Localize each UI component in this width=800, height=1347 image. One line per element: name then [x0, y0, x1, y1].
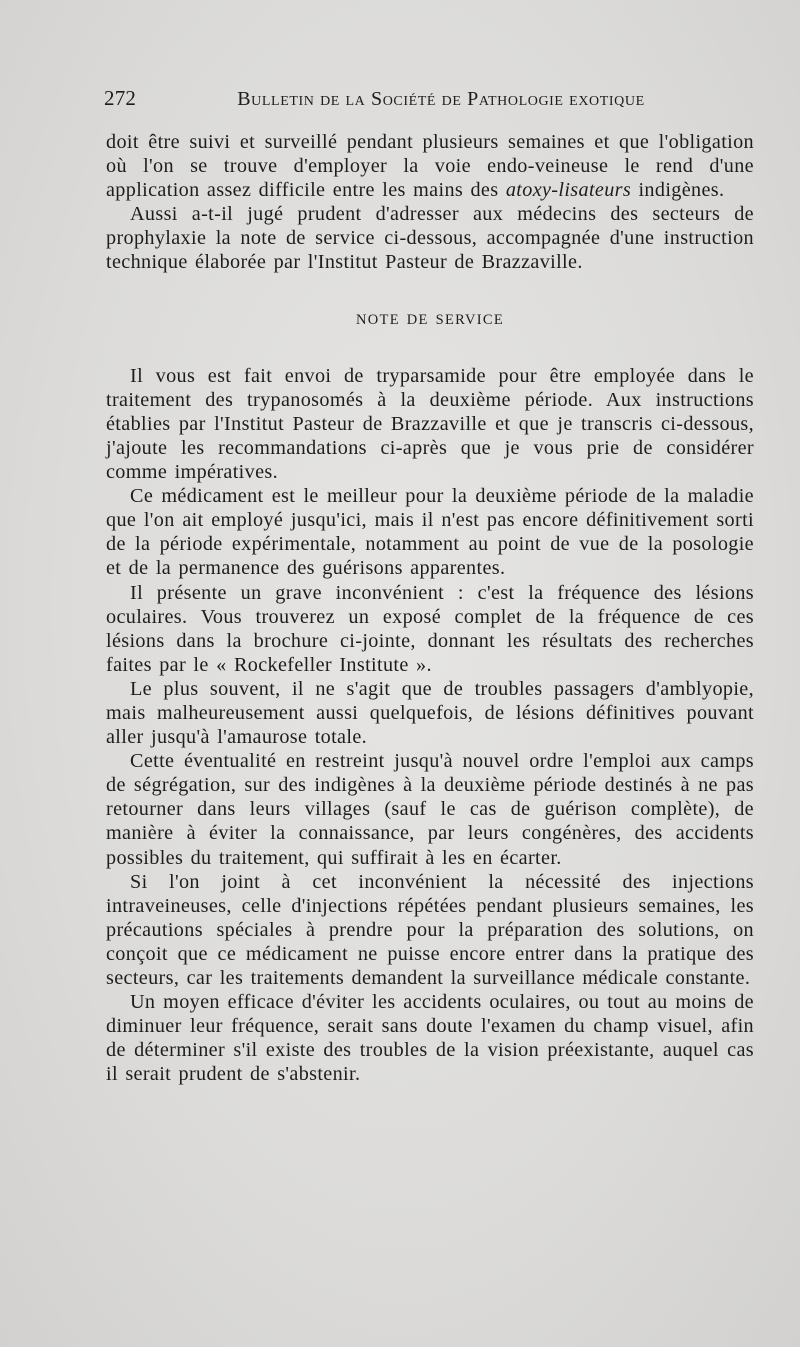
running-title: Bulletin de la Société de Pathologie exotique	[237, 88, 645, 110]
intro-paragraph-1-text: doit être suivi et surveillé pendant plusieurs semaines et que l'obligation où l'on se trouve d'employer la voie endo-veineuse le rend d'une application assez difficile entre les mains des	[106, 131, 754, 202]
note-paragraph-3: Il présente un grave inconvénient : c'est la fréquence des lésions oculaires. Vous trouverez un exposé complet de la fréquence de ces lésions dans la brochure ci-jointe, donnant les résultats des recherches faites par le « Rockefeller Institute ».	[106, 581, 754, 676]
page-number: 272	[104, 86, 137, 110]
note-paragraph-6: Si l'on joint à cet inconvénient la nécessité des injections intraveineuses, celle d'injections répétées pendant plusieurs semaines, les précautions spéciales à prendre pour la préparation des solutions, on conçoit que ce médicament ne puisse encore entrer dans la pratique des secteurs, car les traitements demandent la surveillance médicale constante.	[106, 870, 754, 989]
intro-paragraph-1	[106, 130, 754, 202]
intro-paragraph-1-italic: atoxy-lisateurs	[505, 179, 632, 202]
note-paragraph-2: Ce médicament est le meilleur pour la deuxième période de la maladie que l'on ait employé jusqu'ici, mais il n'est pas encore définitivement sorti de la période expérimentale, notamment au point de vue de la posologie et de la permanence des guérisons apparentes.	[106, 485, 754, 580]
section-heading: NOTE DE SERVICE	[356, 311, 504, 328]
running-header	[104, 86, 754, 116]
note-paragraph-5: Cette éventualité en restreint jusqu'à nouvel ordre l'emploi aux camps de ségrégation, sur des indigènes à la deuxième période destinés à ne pas retourner dans leurs villages (sauf le cas de guérison complète), de manière à éviter la connaissance, par leurs congénères, des accidents possibles du traitement, qui suffirait à les en écarter.	[106, 750, 754, 869]
note-paragraph-7: Un moyen efficace d'éviter les accidents oculaires, ou tout au moins de diminuer leur fréquence, serait sans doute l'examen du champ visuel, afin de déterminer s'il existe des troubles de la vision préexistante, auquel cas il serait prudent de s'abstenir.	[106, 991, 754, 1086]
note-paragraph-4: Le plus souvent, il ne s'agit que de troubles passagers d'amblyopie, mais malheureusement aussi quelquefois, de lésions définitives pouvant aller jusqu'à l'amaurose totale.	[106, 677, 754, 749]
intro-paragraph-1-tail: indigènes.	[631, 179, 725, 202]
body-text	[106, 130, 754, 1086]
note-paragraph-1: Il vous est fait envoi de tryparsamide pour être employée dans le traitement des trypanosomés à la deuxième période. Aux instructions établies par l'Institut Pasteur de Brazzaville et que je transcris ci-dessous, j'ajoute les recommandations ci-après que je vous prie de considérer comme impératives.	[106, 364, 754, 484]
intro-paragraph-2: Aussi a-t-il jugé prudent d'adresser aux médecins des secteurs de prophylaxie la note de service ci-dessous, accompagnée d'une instruction technique élaborée par l'Institut Pasteur de Brazzaville.	[106, 203, 754, 274]
